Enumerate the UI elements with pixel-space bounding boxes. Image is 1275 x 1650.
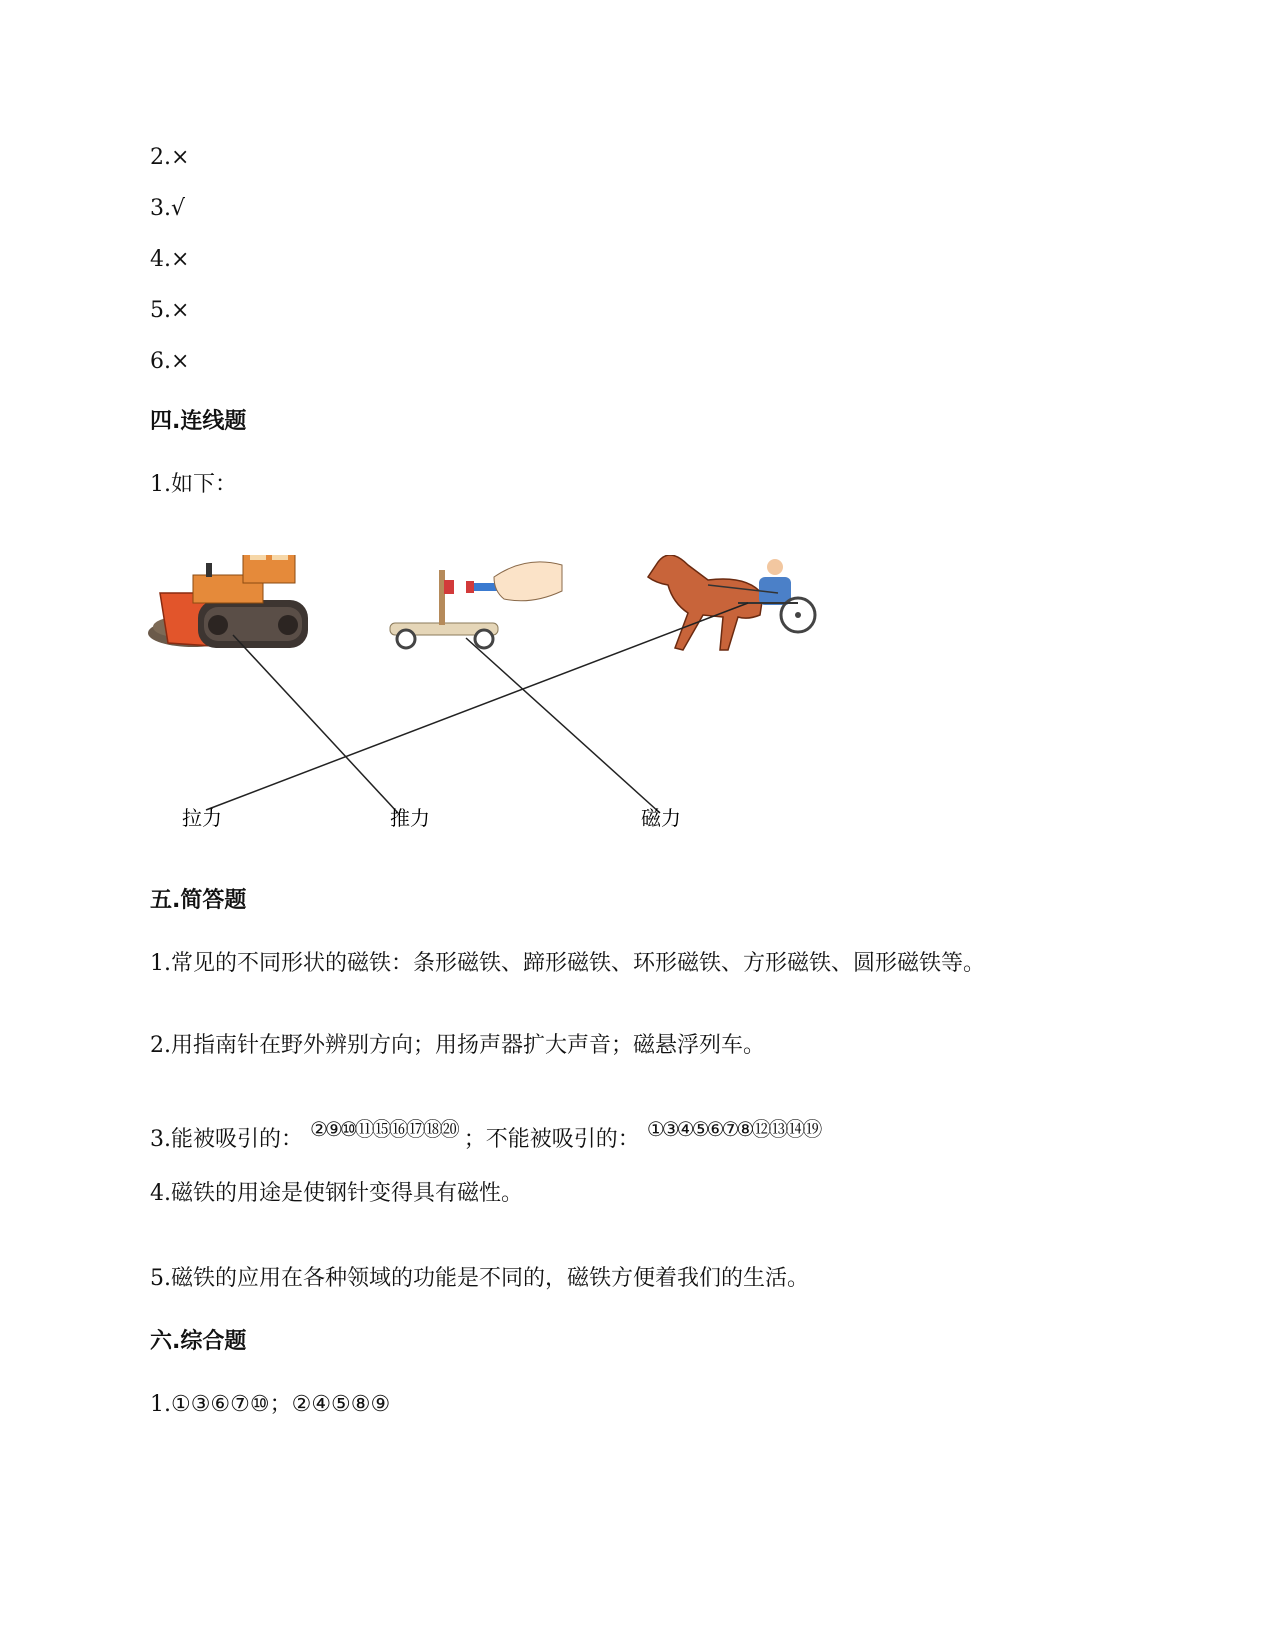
label-magnetic: 磁力	[641, 806, 681, 830]
label-push: 推力	[390, 806, 430, 830]
answer-5: 5.×	[150, 298, 190, 323]
short-answer-q4: 4.磁铁的用途是使钢针变得具有磁性。	[150, 1181, 523, 1206]
q3-mid: ；不能被吸引的：	[463, 1127, 640, 1152]
answer-4: 4.×	[150, 247, 190, 272]
match-line-bulldozer-push	[233, 635, 398, 813]
matching-figure	[148, 555, 868, 885]
section-heading-matching: 四.连线题	[150, 409, 247, 434]
answer-6: 6.×	[150, 349, 190, 374]
horse-carriage-picture	[648, 555, 815, 650]
label-pull: 拉力	[182, 806, 222, 830]
match-line-cart-magnetic	[466, 638, 660, 813]
bulldozer-picture	[148, 555, 308, 648]
short-answer-q3	[150, 1117, 820, 1154]
section-heading-short-answer: 五.简答题	[150, 888, 247, 913]
answer-3: 3.√	[150, 196, 186, 221]
section-heading-comprehensive: 六.综合题	[150, 1329, 247, 1354]
q3-not-attract-list: ①③④⑤⑥⑦⑧⑫⑬⑭⑲	[646, 1117, 820, 1141]
answer-2: 2.×	[150, 145, 190, 170]
comprehensive-q1: 1.①③⑥⑦⑩；②④⑤⑧⑨	[150, 1392, 391, 1417]
q3-attract-list: ②⑨⑩⑪⑮⑯⑰⑱⑳	[310, 1117, 457, 1141]
matching-q1: 1.如下：	[150, 472, 237, 497]
magnet-cart-picture	[390, 562, 562, 648]
short-answer-q5: 5.磁铁的应用在各种领域的功能是不同的，磁铁方便着我们的生活。	[150, 1266, 809, 1291]
short-answer-q2: 2.用指南针在野外辨别方向；用扬声器扩大声音；磁悬浮列车。	[150, 1033, 765, 1058]
q3-prefix: 3.能被吸引的：	[150, 1127, 303, 1152]
short-answer-q1: 1.常见的不同形状的磁铁：条形磁铁、蹄形磁铁、环形磁铁、方形磁铁、圆形磁铁等。	[150, 951, 985, 976]
